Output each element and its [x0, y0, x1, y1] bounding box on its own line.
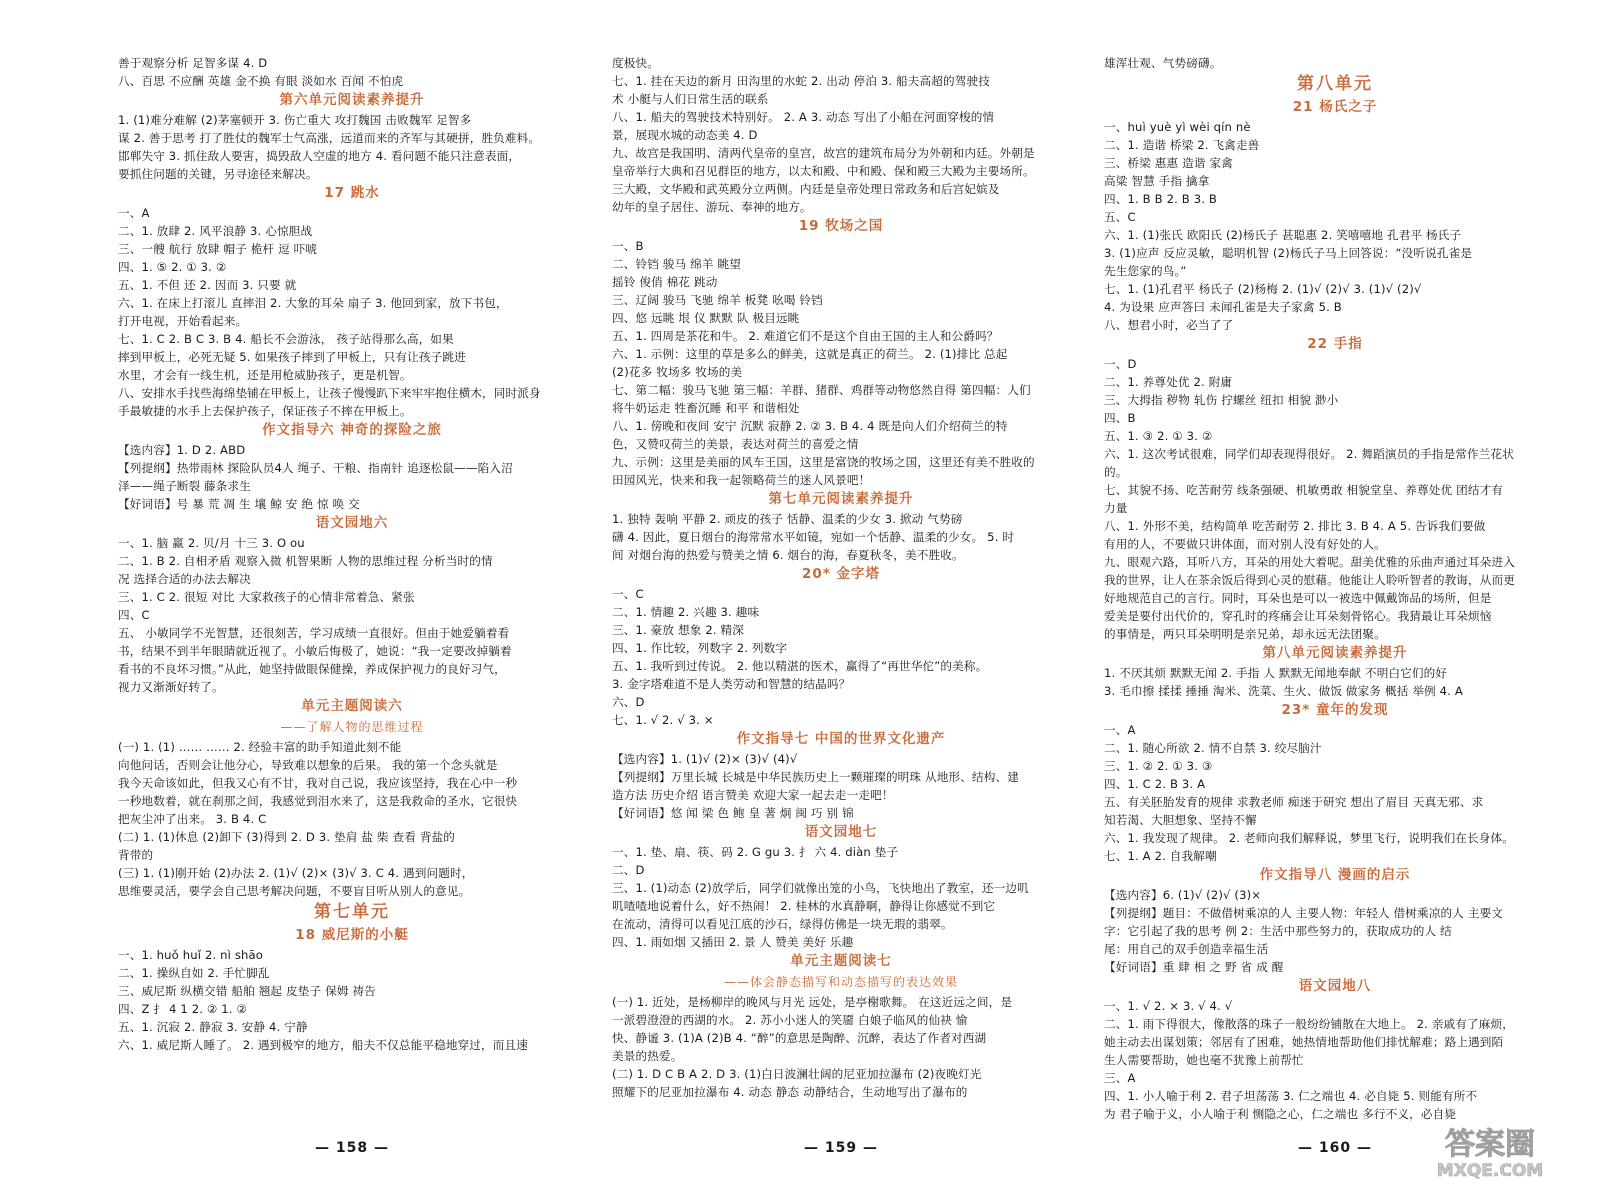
page-number: — 159 — — [804, 1140, 878, 1156]
answer-line: 善于观察分析 足智多谋 4. D — [118, 56, 268, 70]
answer-line: 摇铃 俊俏 棉花 跳动 — [612, 275, 718, 289]
answer-line: 先生您家的鸟。” — [1104, 264, 1187, 278]
answer-line: 一派碧澄澄的西湖的水。 2. 苏小小迷人的笑靥 白娘子临风的仙袂 愉 — [612, 1013, 968, 1027]
answer-line: 她主动去出谋划策；邻居有了困难，她热情地帮助他们排忧解难；路上遇到陌 — [1104, 1035, 1504, 1049]
answer-line: 【好词语】悠 闻 梁 色 鲍 皇 著 炯 闽 巧 别 锦 — [612, 806, 854, 820]
answer-line: 三、1. ② 2. ① 3. ③ — [1104, 759, 1213, 773]
section-heading: 语文园地六 — [315, 515, 389, 531]
answer-line: 六、1. 在床上打滚儿 直摔泪 2. 大象的耳朵 扇子 3. 他回到家，放下书包， — [118, 296, 508, 310]
answer-line: 1. 独特 轰响 平静 2. 顽皮的孩子 恬静、温柔的少女 3. 掀动 气势磅 — [612, 512, 963, 526]
answer-line: 背带的 — [118, 848, 154, 862]
answer-line: 快、静谧 3. (1)A (2)B 4. “醉”的意思是陶醉、沉醉，表达了作者对西湖 — [612, 1031, 987, 1045]
answer-line: 六、1. 示例：这里的草是多么的鲜美，这就是真正的荷兰。 2. (1)排比 总起 — [612, 347, 1008, 361]
answer-line: 七、1. (1)孔君平 杨氏子 (2)杨梅 2. (1)√ (2)√ 3. (1)√ (2)√ — [1104, 282, 1422, 296]
answer-line: 四、1. B B 2. B 3. B — [1104, 192, 1217, 206]
answer-line: 3. 金字塔难道不是人类劳动和智慧的结晶吗？ — [612, 677, 851, 691]
answer-line: 九、眼观六路，耳听八方，耳朵的用处大着呢。甜美优雅的乐曲声通过耳朵进入 — [1104, 555, 1516, 569]
answer-line: 四、1. 雨如烟 又插田 2. 景 人 赞美 美好 乐趣 — [612, 935, 854, 949]
section-heading: 21 杨氏之子 — [1292, 99, 1378, 115]
section-subheading: ——了解人物的思维过程 — [280, 720, 424, 734]
answer-line: 四、C — [118, 608, 150, 622]
answer-line: 【好词语】重 肆 相 之 野 省 成 醒 — [1104, 960, 1284, 974]
answer-line: 知若渴、大胆想象、坚持不懈 — [1104, 813, 1257, 827]
answer-column-right — [1104, 54, 1566, 1134]
page-number: — 160 — — [1298, 1140, 1372, 1156]
answer-line: 七、1. 挂在天边的新月 田沟里的水蛇 2. 出动 停泊 3. 船夫高超的驾驶技 — [612, 74, 991, 88]
answer-line: 四、B — [1104, 411, 1136, 425]
answer-line: 将牛奶运走 牲畜沉睡 和平 和谐相处 — [612, 401, 800, 415]
answer-line: 把灰尘冲了出来。 3. B 4. C — [118, 812, 267, 826]
answer-line: 邯郸失守 3. 抓住敌人要害，捣毁敌人空虚的地方 4. 看问题不能只注意表面， — [118, 149, 521, 163]
answer-line: 五、1. 四周是茶花和牛。 2. 难道它们不是这个自由王国的主人和公爵吗？ — [612, 329, 999, 343]
answer-line: 向他问话，否则会让他分心，导致难以想象的后果。 我的第一个念头就是 — [118, 758, 498, 772]
answer-line: 高粱 智慧 手指 擒拿 — [1104, 174, 1210, 188]
answer-line: 二、1. 造谐 桥梁 2. 飞禽走兽 — [1104, 138, 1260, 152]
answer-line: 1. 不厌其烦 默默无闻 2. 手指 人 默默无闻地奉献 不明白它们的好 — [1104, 666, 1448, 680]
answer-line: 四、1. C 2. B 3. A — [1104, 777, 1206, 791]
answer-line: 三、A — [1104, 1071, 1136, 1085]
answer-line: 五、有关胚胎发育的规律 求教老师 痴迷于研究 想出了眉目 天真无邪、求 — [1104, 795, 1484, 809]
answer-line: 照耀下的尼亚加拉瀑布 4. 动态 静态 动静结合，生动地写出了瀑布的 — [612, 1085, 968, 1099]
watermark-logo-text: 答案圈 — [1445, 1127, 1535, 1162]
answer-line: 三、1. 豪放 想象 2. 精深 — [612, 623, 745, 637]
answer-line: 景，展现水城的动态美 4. D — [612, 128, 758, 142]
answer-line: 五、 小敏同学不光智慧，还很刻苦，学习成绩一直很好。但由于她爱躺着看 — [118, 626, 510, 640]
answer-line: 四、1. ⑤ 2. ① 3. ② — [118, 260, 227, 274]
answer-line: 3. (1)应声 反应灵敏，聪明机智 (2)杨氏子马上回答说：“没听说孔雀是 — [1104, 246, 1473, 260]
answer-line: 4. 为设果 应声答曰 未闻孔雀是夫子家禽 5. B — [1104, 300, 1342, 314]
answer-line: 一、1. √ 2. × 3. √ 4. √ — [1104, 999, 1233, 1013]
watermark-url-text: MXQE.COM — [1436, 1161, 1544, 1181]
section-heading: 作文指导六 神奇的探险之旅 — [262, 422, 442, 438]
section-heading: 22 手指 — [1307, 336, 1363, 352]
answer-line: 一、1. huǒ huǐ 2. nì shāo — [118, 948, 264, 962]
answer-line: 看书的不良坏习惯。”从此，她坚持做眼保健操，养成保护视力的良好习气， — [118, 662, 506, 676]
answer-line: 打开电视，开始看起来。 — [118, 314, 248, 328]
answer-line: 四、1. 小人喻于利 2. 君子坦荡荡 3. 仁之端也 4. 必自毙 5. 则能有所不 — [1104, 1089, 1478, 1103]
answer-line: 五、1. 我听到过传说。 2. 他以精湛的医术，赢得了“再世华佗”的美称。 — [612, 659, 988, 673]
answer-line: 三、1. (1)动态 (2)放学后，同学们就像出笼的小鸟，飞快地出了教室，还一边叽 — [612, 881, 1029, 895]
answer-line: 【列提纲】热带雨林 探险队员4人 绳子、干粮、指南针 追逐松鼠——陷入沼 — [118, 461, 513, 475]
answer-line: 【选内容】6. (1)√ (2)√ (3)× — [1104, 888, 1262, 902]
answer-line: 礴 4. 因此，夏日烟台的海常常水平如镜，宛如一个恬静、温柔的少女。 5. 时 — [612, 530, 1015, 544]
answer-line: 有用的人，不要做只讲体面，而对别人没有好处的人。 — [1104, 537, 1386, 551]
answer-line: 书，结果不到半年眼睛就近视了。小敏后悔极了，她说：“我一定要改掉躺着 — [118, 644, 512, 658]
answer-line: 八、想君小时，必当了了 — [1104, 318, 1234, 332]
answer-line: 生人需要帮助，她也毫不犹豫上前帮忙 — [1104, 1053, 1304, 1067]
answer-line: (二) 1. D C B A 2. D 3. (1)白日波澜壮阔的尼亚加拉瀑布 (2)夜晚灯光 — [612, 1067, 982, 1081]
answer-line: 七、1. C 2. B C 3. B 4. 船长不会游泳， 孩子站得那么高，如果 — [118, 332, 454, 346]
answer-line: 五、1. ③ 2. ① 3. ② — [1104, 429, 1213, 443]
answer-line: 手最敏捷的水手上去保护孩子，保证孩子不摔在甲板上。 — [118, 404, 412, 418]
unit-heading: 第八单元 — [1297, 74, 1373, 94]
answer-line: 摔到甲板上，必死无疑 5. 如果孩子摔到了甲板上，只有让孩子跳进 — [118, 350, 466, 364]
section-heading: 第六单元阅读素养提升 — [279, 92, 425, 108]
answer-line: 【列提纲】题目：不做借树乘凉的人 主要人物：年轻人 借树乘凉的人 主要文 — [1104, 906, 1504, 920]
answer-line: 间 对烟台海的热爱与赞美之情 6. 烟台的海，春夏秋冬，美不胜收。 — [612, 548, 964, 562]
section-heading: 第八单元阅读素养提升 — [1262, 645, 1408, 661]
section-heading: 作文指导八 漫画的启示 — [1259, 867, 1411, 883]
section-heading: 18 威尼斯的小艇 — [295, 927, 409, 943]
answer-line: 七、1. √ 2. √ 3. × — [612, 713, 714, 727]
answer-line: 二、1. 操纵自如 2. 手忙脚乱 — [118, 966, 270, 980]
answer-column-middle — [612, 54, 1070, 1134]
answer-line: (二) 1. (1)休息 (2)卸下 (3)得到 2. D 3. 垫肩 盐 柴 查看 背盐的 — [118, 830, 456, 844]
answer-line: 一、A — [118, 206, 150, 220]
answer-line: 三、大拇指 秽物 轧伤 拧螺丝 纽扣 相貌 渺小 — [1104, 393, 1339, 407]
answer-line: 一秒地数着，就在刹那之间，我感觉到泪水来了，这是我救命的圣水，它很快 — [118, 794, 518, 808]
answer-line: 色，又赞叹荷兰的美景，表达对荷兰的喜爱之情 — [612, 437, 859, 451]
answer-line: 三、桥梁 惠惠 造谐 家禽 — [1104, 156, 1233, 170]
section-subheading: ——体会静态描写和动态描写的表达效果 — [723, 975, 958, 989]
answer-line: 二、1. 养尊处优 2. 附庸 — [1104, 375, 1233, 389]
answer-line: 三、一艘 航行 放肆 帽子 桅杆 逗 吓唬 — [118, 242, 318, 256]
answer-line: 造方法 历史介绍 语言赞美 欢迎大家一起去走一走吧！ — [612, 788, 894, 802]
answer-column-left — [118, 54, 586, 1134]
answer-line: 一、C — [612, 587, 644, 601]
answer-line: 爱美是要付出代价的，穿孔时的疼痛会让耳朵刻骨铭心。我猜最让耳朵烦恼 — [1104, 609, 1492, 623]
answer-line: 三大殿，文华殿和武英殿分立两侧。内廷是皇帝处理日常政务和后宫妃嫔及 — [612, 182, 1000, 196]
section-heading: 20* 金字塔 — [801, 566, 881, 582]
answer-line: 六、D — [612, 695, 645, 709]
answer-line: 八、1. 外形不美，结构简单 吃苦耐劳 2. 排比 3. B 4. A 5. 告诉我们要做 — [1104, 519, 1486, 533]
answer-line: 【好词语】号 暴 荒 凋 生 壤 鲸 安 绝 惊 唤 交 — [118, 497, 360, 511]
answer-line: 九、示例：这里是美丽的风车王国，这里是富饶的牧场之国，这里还有美不胜收的 — [612, 455, 1035, 469]
answer-line: 一、huì yuè yì wèi qín nè — [1104, 120, 1251, 134]
answer-line: 二、1. 放肆 2. 风平浪静 3. 心惊胆战 — [118, 224, 313, 238]
answer-line: 1. (1)难分难解 (2)茅塞顿开 3. 伤亡重大 攻打魏国 击败魏军 足智多 — [118, 113, 472, 127]
answer-line: 美景的热爱。 — [612, 1049, 683, 1063]
answer-line: 泽——绳子断裂 藤条求生 — [118, 479, 252, 493]
answer-line: 五、1. 沉寂 2. 静寂 3. 安静 4. 宁静 — [118, 1020, 308, 1034]
answer-line: 四、悠 远眺 垠 仪 默默 队 极目远眺 — [612, 311, 800, 325]
answer-line: 三、1. C 2. 很短 对比 大家救孩子的心情非常着急、紧张 — [118, 590, 415, 604]
answer-line: 田园风光，快来和我一起领略荷兰的迷人风景吧！ — [612, 473, 871, 487]
answer-line: 况 选择合适的办法去解决 — [118, 572, 252, 586]
answer-line: 二、铃铛 骏马 绵羊 眺望 — [612, 257, 741, 271]
answer-line: 一、B — [612, 239, 644, 253]
answer-line: (一) 1. 近处，是杨柳岸的晚风与月光 远处，是亭榭歌舞。 在这近远之间，是 — [612, 995, 1013, 1009]
answer-line: 视力又渐渐好转了。 — [118, 680, 224, 694]
answer-line: 皇帝举行大典和召见群臣的地方，以太和殿、中和殿、保和殿三大殿为主要场所。 — [612, 164, 1035, 178]
unit-heading: 第七单元 — [314, 902, 390, 922]
answer-line: 为 君子喻于义，小人喻于利 恻隐之心，仁之端也 多行不义，必自毙 — [1104, 1107, 1457, 1121]
answer-line: 七、1. A 2. 自我解嘲 — [1104, 849, 1217, 863]
answer-line: 雄浑壮观、气势磅礴。 — [1104, 56, 1222, 70]
answer-line: 力量 — [1104, 501, 1128, 515]
answer-line: 在流动，清得可以看见江底的沙石，绿得仿佛是一块无瑕的翡翠。 — [612, 917, 953, 931]
answer-line: 八、百思 不应酬 英雄 金不换 有眼 淡如水 百闻 不怕虎 — [118, 74, 404, 88]
answer-line: 我的世界，让人在茶余饭后得到心灵的慰藉。他能让人聆听智者的教诲，从而更 — [1104, 573, 1516, 587]
answer-line: 二、1. B 2. 自相矛盾 观察入微 机智果断 人物的思维过程 分析当时的情 — [118, 554, 493, 568]
answer-line: 九、故宫是我国明、清两代皇帝的皇宫，故宫的建筑布局分为外朝和内廷。外朝是 — [612, 146, 1035, 160]
answer-line: 的事情是，两只耳朵明明是亲兄弟，却永远无法团聚。 — [1104, 627, 1386, 641]
answer-line: 六、1. 这次考试很难，同学们却表现得很好。 2. 舞蹈演员的手指是常作兰花状 — [1104, 447, 1515, 461]
answer-line: 二、1. 情趣 2. 兴趣 3. 趣味 — [612, 605, 760, 619]
answer-line: (三) 1. (1)刚开始 (2)办法 2. (1)√ (2)× (3)√ 3. C 4. 遇到问题时， — [118, 866, 474, 880]
section-heading: 17 跳水 — [324, 185, 380, 201]
answer-line: 七、其貌不扬、吃苦耐劳 线条强硬、机敏勇敢 相貌堂皇、养尊处优 团结才有 — [1104, 483, 1504, 497]
section-heading: 单元主题阅读七 — [790, 953, 892, 969]
answer-line: (2)花多 牧场多 牧场的美 — [612, 365, 743, 379]
answer-line: 思维要灵活，要学会自己思考解决问题，不要盲目听从别人的意见。 — [118, 884, 471, 898]
answer-line: 八、1. 船夫的驾驶技术特别好。 2. A 3. 动态 写出了小船在河面穿梭的情 — [612, 110, 995, 124]
answer-line: 四、1. 作比较，列数字 2. 列数字 — [612, 641, 788, 655]
answer-line: 的。 — [1104, 465, 1128, 479]
answer-line: 六、1. (1)张氏 欧阳氏 (2)杨氏子 甚聪惠 2. 笑嘻嘻地 孔君平 杨氏子 — [1104, 228, 1462, 242]
answer-line: 术 小艇与人们日常生活的联系 — [612, 92, 769, 106]
answer-line: 【选内容】1. (1)√ (2)× (3)√ (4)√ — [612, 752, 798, 766]
answer-line: 尾：用自己的双手创造幸福生活 — [1104, 942, 1269, 956]
answer-line: 一、A — [1104, 723, 1136, 737]
answer-line: 一、D — [1104, 357, 1137, 371]
answer-line: 幼年的皇子居住、游玩、奉神的地方。 — [612, 200, 812, 214]
answer-line: 八、安排水手找些海绵垫铺在甲板上，让孩子慢慢趴下来牢牢抱住横木，同时派身 — [118, 386, 541, 400]
answer-line: 六、1. 威尼斯人睡了。 2. 遇到极窄的地方，船夫不仅总能平稳地穿过，而且速 — [118, 1038, 529, 1052]
answer-line: 要抓住问题的关键，另寻途径来解决。 — [118, 167, 318, 181]
section-heading: 语文园地八 — [1298, 978, 1372, 994]
answer-line: 好地规范自己的言行。同时，耳朵也是可以一被选中佩戴饰品的场所，但是 — [1104, 591, 1492, 605]
site-watermark-logo — [1395, 1122, 1585, 1182]
page-number: — 158 — — [315, 1140, 389, 1156]
answer-line: (一) 1. (1) …… …… 2. 经验丰富的助手知道此刻不能 — [118, 740, 402, 754]
answer-line: 【列提纲】万里长城 长城是中华民族历史上一颗璀璨的明珠 从地形、结构、建 — [612, 770, 1019, 784]
answer-line: 三、威尼斯 纵横交错 船舶 翘起 皮垫子 保姆 祷告 — [118, 984, 376, 998]
answer-line: 叽喳喳地说着什么，好不热闹！ 2. 桂林的水真静啊，静得让你感觉不到它 — [612, 899, 996, 913]
answer-line: 二、1. 雨下得很大，像散落的珠子一般纷纷铺散在大地上。 2. 亲戚有了麻烦， — [1104, 1017, 1515, 1031]
answer-line: 五、C — [1104, 210, 1136, 224]
answer-line: 一、1. 脑 赢 2. 贝/月 十三 3. O ou — [118, 536, 305, 550]
answer-line: 七、第二幅：骏马飞驰 第三幅：羊群、猪群、鸡群等动物悠然自得 第四幅：人们 — [612, 383, 1031, 397]
section-heading: 单元主题阅读六 — [301, 698, 403, 714]
answer-line: 谋 2. 善于思考 打了胜仗的魏军士气高涨，远道而来的齐军与其硬拼，胜负难料。 — [118, 131, 541, 145]
answer-line: 字：它引起了我的思考 例 2：生活中那些努力的，获取成功的人 结 — [1104, 924, 1452, 938]
answer-line: 3. 毛巾擦 揉揉 捶捶 淘米、洗菜、生火、做饭 做家务 概括 举例 4. A — [1104, 684, 1463, 698]
section-heading: 作文指导七 中国的世界文化遗产 — [736, 731, 946, 747]
answer-line: 【选内容】1. D 2. ABD — [118, 443, 246, 457]
answer-line: 六、1. 我发现了规律。 2. 老师向我们解释说，梦里飞行，说明我们在长身体。 — [1104, 831, 1515, 845]
answer-line: 一、1. 垫、扇、筷、码 2. G gu 3. 扌 六 4. diàn 垫子 — [612, 845, 899, 859]
answer-line: 四、Z 扌 4 1 2. ② 1. ② — [118, 1002, 248, 1016]
answer-line: 二、D — [612, 863, 645, 877]
section-heading: 语文园地七 — [804, 824, 878, 840]
answer-line: 八、1. 傍晚和夜间 安宁 沉默 寂静 2. ② 3. B 4. 4 既是向人们介绍荷兰的特 — [612, 419, 1008, 433]
section-heading: 23* 童年的发现 — [1281, 702, 1389, 718]
answer-line: 二、1. 随心所欲 2. 情不自禁 3. 绞尽脑汁 — [1104, 741, 1322, 755]
answer-line: 水里，才会有一线生机，还是用枪威胁孩子，更是机智。 — [118, 368, 412, 382]
section-heading: 第七单元阅读素养提升 — [768, 491, 914, 507]
section-heading: 19 牧场之国 — [798, 218, 884, 234]
answer-line: 三、辽阔 骏马 飞驰 绵羊 板凳 吆喝 铃铛 — [612, 293, 823, 307]
answer-line: 度极快。 — [612, 56, 659, 70]
answer-line: 我今天命该如此，但我又心有不甘，我对自己说，我应该坚持，我在心中一秒 — [118, 776, 518, 790]
answer-line: 五、1. 不但 还 2. 因而 3. 只要 就 — [118, 278, 297, 292]
